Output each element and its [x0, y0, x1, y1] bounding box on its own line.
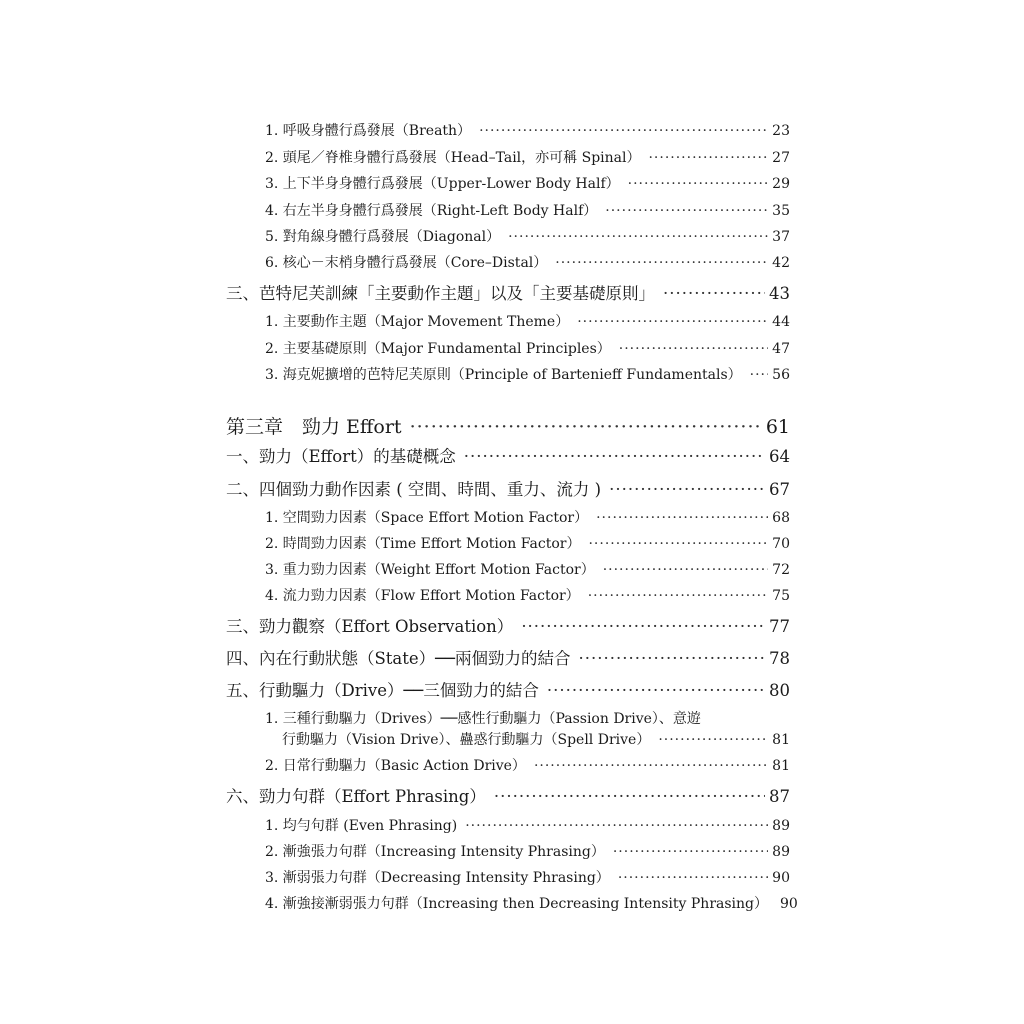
dot-leader [410, 416, 762, 438]
toc-entry-label: 第三章 勁力 Effort [226, 416, 402, 438]
dot-leader [613, 844, 768, 860]
dot-leader [588, 588, 768, 604]
toc-entry-flow-effort[interactable] [265, 585, 790, 605]
toc-entry-basic-action-drive[interactable] [265, 755, 790, 775]
toc-entry-increasing-phrasing[interactable] [265, 841, 790, 861]
dot-leader [508, 229, 768, 245]
toc-entry-label: 行動驅力（Vision Drive）、蠱惑行動驅力（Spell Drive） [282, 732, 651, 748]
dot-leader [750, 367, 769, 383]
dot-leader [628, 176, 769, 192]
toc-page-number: 68 [772, 510, 790, 526]
toc-page-number: 61 [765, 416, 790, 438]
dot-leader [663, 284, 765, 303]
dot-leader [465, 818, 768, 834]
toc-page-number: 27 [772, 150, 790, 166]
toc-entry-drives-first-line[interactable] [265, 708, 790, 728]
toc-entry-label: 1. 空間勁力因素（Space Effort Motion Factor） [265, 510, 589, 526]
toc-entry-label: 五、行動驅力（Drive）──三個勁力的結合 [226, 681, 539, 700]
toc-entry-bartenieff-principle[interactable] [265, 364, 790, 384]
toc-page-number: 81 [772, 758, 790, 774]
dot-leader [618, 870, 768, 886]
toc-page-number: 72 [772, 562, 790, 578]
toc-page-number: 23 [772, 123, 790, 139]
toc-entry-head-tail[interactable] [265, 147, 790, 167]
toc-entry-label: 1. 主要動作主題（Major Movement Theme） [265, 314, 570, 330]
toc-entry-time-effort[interactable] [265, 533, 790, 553]
dot-leader [464, 447, 765, 466]
toc-entry-label: 2. 漸強張力句群（Increasing Intensity Phrasing） [265, 844, 605, 860]
toc-entry-label: 二、四個勁力動作因素 ( 空間、時間、重力、流力 ) [226, 480, 602, 499]
toc-entry-label: 四、內在行動狀態（State）──兩個勁力的結合 [226, 649, 571, 668]
toc-page-number: 87 [769, 787, 790, 806]
toc-entry-label: 4. 右左半身身體行爲發展（Right-Left Body Half） [265, 203, 598, 219]
dot-leader [648, 150, 768, 166]
toc-entry-core-distal[interactable] [265, 252, 790, 272]
toc-entry-decreasing-phrasing[interactable] [265, 867, 790, 887]
toc-section-four-factors[interactable] [226, 476, 790, 500]
toc-entry-label: 六、勁力句群（Effort Phrasing） [226, 787, 486, 806]
toc-page-number: 43 [769, 284, 790, 303]
toc-entry-even-phrasing[interactable] [265, 815, 790, 835]
toc-page-number: 90 [780, 896, 798, 912]
dot-leader [479, 123, 768, 139]
toc-entry-label: 一、勁力（Effort）的基礎概念 [226, 447, 456, 466]
dot-leader [596, 510, 768, 526]
toc-page-number: 64 [769, 447, 790, 466]
dot-leader [577, 314, 768, 330]
toc-page-number: 89 [772, 844, 790, 860]
toc-page-number: 37 [772, 229, 790, 245]
toc-entry-label: 三、芭特尼芙訓練「主要動作主題」以及「主要基礎原則」 [226, 284, 655, 303]
toc-page-number: 70 [772, 536, 790, 552]
toc-entry-label: 6. 核心－末梢身體行爲發展（Core–Distal） [265, 255, 548, 271]
toc-entry-label: 3. 漸弱張力句群（Decreasing Intensity Phrasing） [265, 870, 610, 886]
toc-entry-increasing-decreasing-phrasing[interactable] [265, 893, 798, 913]
toc-entry-upper-lower[interactable] [265, 173, 790, 193]
dot-leader [579, 649, 765, 668]
toc-page-number: 29 [772, 176, 790, 192]
dot-leader [521, 617, 765, 636]
dot-leader [603, 562, 768, 578]
toc-page-number: 44 [772, 314, 790, 330]
toc-entry-label: 5. 對角線身體行爲發展（Diagonal） [265, 229, 501, 245]
toc-entry-drives[interactable] [282, 729, 790, 749]
toc-page-number: 81 [772, 732, 790, 748]
toc-entry-label: 3. 上下半身身體行爲發展（Upper-Lower Body Half） [265, 176, 620, 192]
toc-entry-weight-effort[interactable] [265, 559, 790, 579]
toc-section-effort-observation[interactable] [226, 613, 790, 637]
toc-page-number: 89 [772, 818, 790, 834]
toc-entry-label: 2. 主要基礎原則（Major Fundamental Principles） [265, 341, 611, 357]
dot-leader [605, 203, 768, 219]
toc-section-drive[interactable] [226, 677, 790, 701]
toc-entry-label: 1. 三種行動驅力（Drives）──感性行動驅力（Passion Drive）、意遊 [265, 711, 701, 727]
toc-page-number: 42 [772, 255, 790, 271]
toc-entry-right-left[interactable] [265, 200, 790, 220]
toc-entry-space-effort[interactable] [265, 507, 790, 527]
toc-section-bartenieff-themes[interactable] [226, 280, 790, 304]
toc-entry-label: 3. 重力勁力因素（Weight Effort Motion Factor） [265, 562, 595, 578]
dot-leader [547, 681, 765, 700]
toc-entry-label: 1. 呼吸身體行爲發展（Breath） [265, 123, 472, 139]
toc-page-number: 67 [769, 480, 790, 499]
toc-entry-label: 三、勁力觀察（Effort Observation） [226, 617, 514, 636]
toc-page-number: 56 [772, 367, 790, 383]
toc-page-number: 90 [772, 870, 790, 886]
dot-leader [555, 255, 768, 271]
toc-entry-label: 2. 頭尾／脊椎身體行爲發展（Head–Tail，亦可稱 Spinal） [265, 150, 641, 166]
toc-page-number: 80 [769, 681, 790, 700]
toc-entry-diagonal[interactable] [265, 226, 790, 246]
toc-entry-major-fundamental-principles[interactable] [265, 338, 790, 358]
toc-entry-label: 4. 漸強接漸弱張力句群（Increasing then Decreasing Intensity Phrasing） [265, 896, 769, 912]
toc-section-effort-basics[interactable] [226, 443, 790, 467]
toc-page-number: 77 [769, 617, 790, 636]
toc-entry-major-movement-theme[interactable] [265, 311, 790, 331]
dot-leader [658, 732, 768, 748]
toc-entry-label: 2. 日常行動驅力（Basic Action Drive） [265, 758, 526, 774]
dot-leader [588, 536, 768, 552]
dot-leader [494, 787, 765, 806]
dot-leader [619, 341, 768, 357]
toc-entry-label: 2. 時間勁力因素（Time Effort Motion Factor） [265, 536, 581, 552]
toc-page-number: 47 [772, 341, 790, 357]
toc-page-number: 75 [772, 588, 790, 604]
toc-page-number: 78 [769, 649, 790, 668]
toc-entry-label: 1. 均勻句群 (Even Phrasing) [265, 818, 458, 834]
toc-entry-label: 4. 流力勁力因素（Flow Effort Motion Factor） [265, 588, 580, 604]
dot-leader [609, 480, 765, 499]
toc-section-state[interactable] [226, 645, 790, 669]
toc-page-number: 35 [772, 203, 790, 219]
toc-entry-breath[interactable] [265, 120, 790, 140]
toc-entry-label: 3. 海克妮擴增的芭特尼芙原則（Principle of Bartenieff Fundamentals） [265, 367, 742, 383]
toc-chapter-effort[interactable] [226, 412, 790, 439]
dot-leader [534, 758, 768, 774]
toc-section-effort-phrasing[interactable] [226, 783, 790, 807]
